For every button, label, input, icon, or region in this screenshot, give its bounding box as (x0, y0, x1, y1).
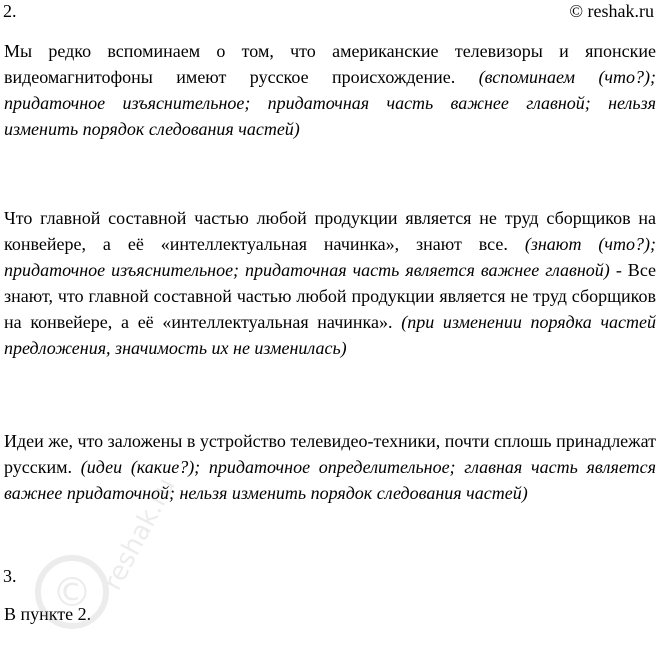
paragraph-3 (4, 428, 656, 506)
section-number: 3. (3, 566, 17, 586)
analysis-note: (знают (что?); придаточное изъяснительное; придаточная часть является важнее главной) (4, 234, 656, 280)
page-header (0, 0, 658, 28)
paragraph-2 (4, 205, 656, 361)
analysis-note-2: (при изменении порядка частей предложения, значимость их не изменилась) (4, 312, 657, 358)
task-number: 2. (3, 1, 17, 21)
sentence-text: Что главной составной частью любой продукции является не труд сборщиков на конвейере, а её «интеллектуальная начинка», знают все. (4, 208, 656, 254)
paragraph-1 (4, 38, 656, 142)
section-answer: В пункте 2. (4, 604, 92, 624)
watermark-text: reshak.ru (97, 472, 182, 596)
rearranged-sentence: - Все знают, что главной составной частью любой продукции является не труд сборщиков на конвейере, а её «интеллектуальная начинка». (4, 260, 657, 332)
copyright-symbol: © (52, 570, 92, 616)
site-credit: © reshak.ru (569, 1, 654, 21)
analysis-note: (вспоминаем (что?); придаточное изъяснительное; придаточная часть важнее главной; нельзя изменить порядок следования частей) (4, 67, 657, 139)
watermark-logo (14, 472, 182, 650)
sentence-text: Идеи же, что заложены в устройство телевидео-техники, почти сплошь принадлежат русским. (4, 431, 656, 477)
sentence-text: Мы редко вспоминаем о том, что американские телевизоры и японские видеомагнитофоны имеют русское происхождение. (4, 41, 656, 87)
analysis-note: (идеи (какие?); придаточное определительное; главная часть является важнее придаточной; нельзя изменить порядок следования частей) (4, 457, 656, 503)
